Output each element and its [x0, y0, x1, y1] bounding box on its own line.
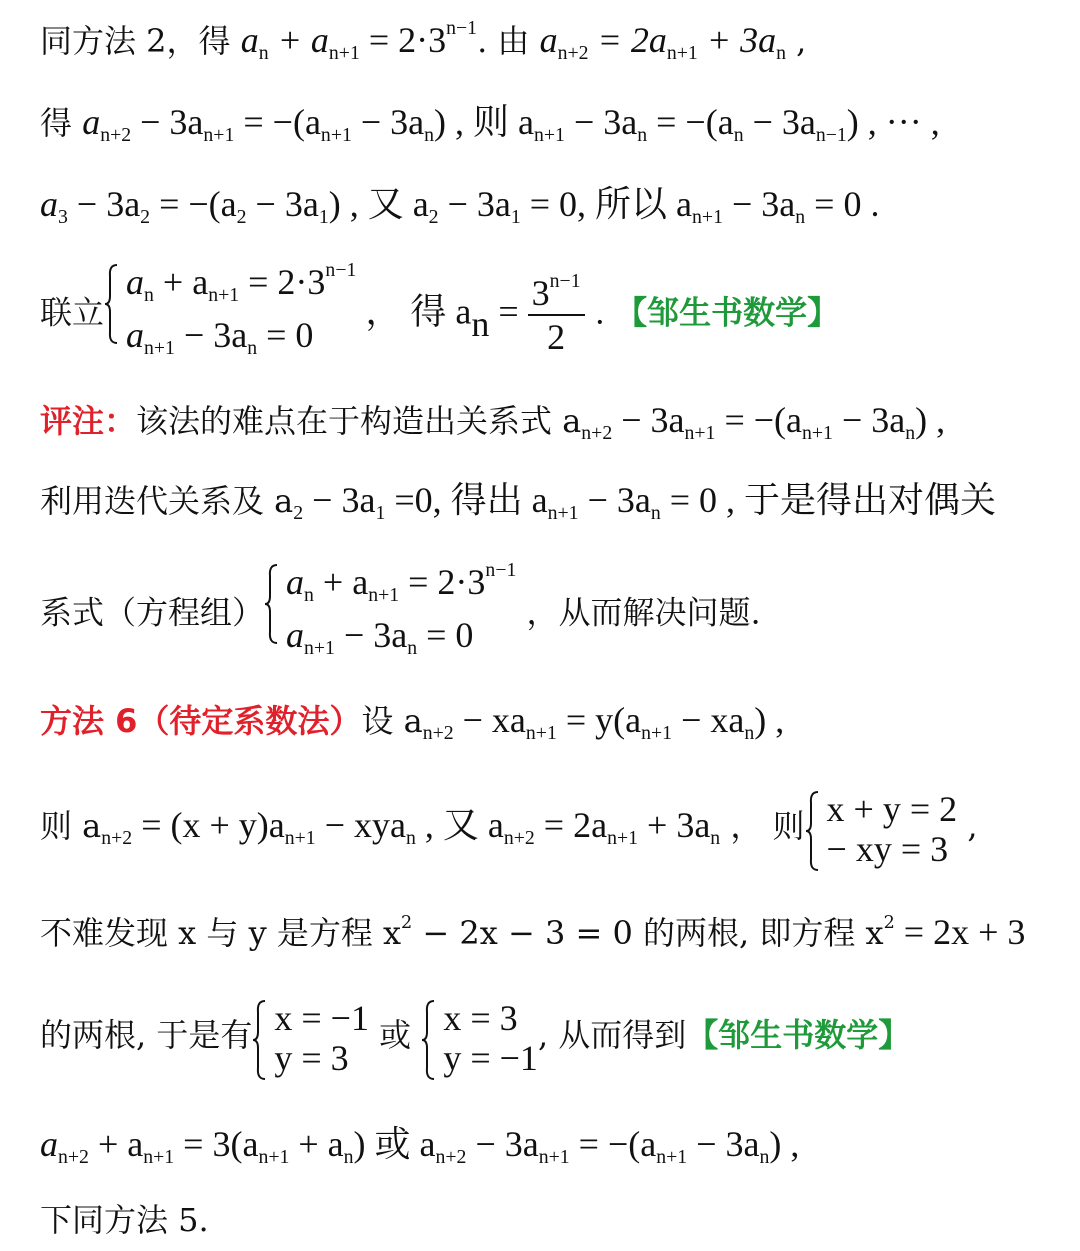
equation-system: $a_n + a_{n+1} = 2\cdot 3^{n-1}$ $a_{n+1} - 3a_n = 0$: [104, 262, 356, 368]
brace-icon: [264, 564, 278, 644]
equation: $a_{n+2} = 2a_{n+1} + 3a_n$: [539, 20, 786, 64]
line-6: 利用迭代关系及 $a_2 - 3a_1 =0$, 得出 $a_{n+1} - 3a_n = 0$ , 于是得出对偶关: [40, 480, 997, 524]
line-13: 下同方法 5.: [40, 1201, 209, 1239]
equation-system: $a_n + a_{n+1} = 2\cdot 3^{n-1}$ $a_{n+1} - 3a_n = 0$: [264, 562, 516, 668]
line-8: 方法 6（待定系数法）设 $a_{n+2} - xa_{n+1} = y(a_{n+1} - xa_n)$ ,: [40, 700, 785, 744]
comment-label: 评注：: [40, 402, 137, 440]
equation: $a_{n+2} - 3a_{n+1} = -(a_{n+1} - 3a_n)$ , 则 $a_{n+1} - 3a_n = -(a_n - 3a_{n-1})$ , ··· ,: [82, 102, 940, 146]
line-5: 评注：该法的难点在于构造出关系式 $a_{n+2} - 3a_{n+1} = -(a_{n+1} - 3a_n)$ ,: [40, 400, 946, 444]
method-6-label: 方法 6（待定系数法）: [40, 702, 362, 740]
text: 联立: [40, 293, 105, 332]
watermark-tag: 【邹生书数学】: [615, 293, 840, 332]
equation: $_{n+2} - xa_{n+1} = y(a_{n+1} - xa_n)$ ,: [422, 700, 785, 744]
line-10: 不难发现 x 与 y 是方程 $x^2 - 2x - 3 = 0$ 的两根, 即方程 $x^2 = 2x + 3$: [40, 912, 1026, 952]
line-9: 则 $a_{n+2} = (x + y)a_{n+1} - xya_n$ , 又 $a_{n+2} = 2a_{n+1} + 3a_n$ ， 则 x + y = 2 − xy = 3 ,: [40, 788, 978, 869]
equation: $_{n+2} - 3a_{n+1} = -(a_{n+1} - 3a_n)$ ,: [581, 400, 946, 444]
line-7: 系式（方程组） $a_n + a_{n+1} = 2\cdot 3^{n-1}$ $a_{n+1} - 3a_n = 0$ ，从而解决问题.: [40, 562, 1060, 668]
equation: $a_3 - 3a_2 = -(a_2 - 3a_1)$ , 又 $a_2 - 3a_1 = 0$, 所以 $a_{n+1} - 3a_n = 0$ .: [40, 184, 880, 228]
brace-icon: [252, 1000, 266, 1080]
text: . 由: [477, 22, 540, 60]
line-11: 的两根, 于是有 x = −1 y = 3 或 x = 3 y = −1 , 从而得到【邹生书数学】: [40, 997, 911, 1078]
equation: $a_{n+2} + a_{n+1} = 3(a_{n+1} + a_n)$ 或 $a_{n+2} - 3a_{n+1} = -(a_{n+1} - 3a_n)$ ,: [40, 1124, 800, 1168]
text: ,: [785, 22, 807, 60]
equation: ， 得 a: [356, 291, 472, 332]
fraction: $\frac{3^{n-1}}{2}$: [528, 272, 585, 358]
text: 同方法 2，得: [40, 22, 241, 60]
equation: $_2 - 3a_1 =0$, 得出 $a_{n+1} - 3a_n = 0$ , 于是得出对偶关: [293, 480, 997, 524]
equation: $_{n+2} = (x + y)a_{n+1} - xya_n$ , 又 $a_{n+2} = 2a_{n+1} + 3a_n$: [101, 805, 721, 849]
line-1: [40, 17, 1060, 73]
brace-icon: [421, 1000, 435, 1080]
line-12: [40, 1124, 1060, 1177]
text: 得: [40, 104, 83, 142]
line-2: [40, 102, 1060, 155]
brace-icon: [805, 791, 819, 871]
brace-icon: [104, 264, 118, 344]
equation-system: x + y = 2 − xy = 3: [805, 789, 958, 869]
equation-system: x = 3 y = −1: [421, 998, 538, 1078]
line-3: [40, 184, 1060, 237]
equation: $a_n + a_{n+1} = 2\cdot 3^{n-1}$: [240, 17, 478, 64]
line-4: 联立 $a_n + a_{n+1} = 2\cdot 3^{n-1}$ $a_{n+1} - 3a_n = 0$ ， 得 $a_n$ = $\frac{3^{n-1}}{2}$ . 【邹生书数学】: [40, 262, 1060, 369]
equation-system: x = −1 y = 3: [252, 998, 369, 1078]
watermark-tag: 【邹生书数学】: [686, 1016, 911, 1054]
